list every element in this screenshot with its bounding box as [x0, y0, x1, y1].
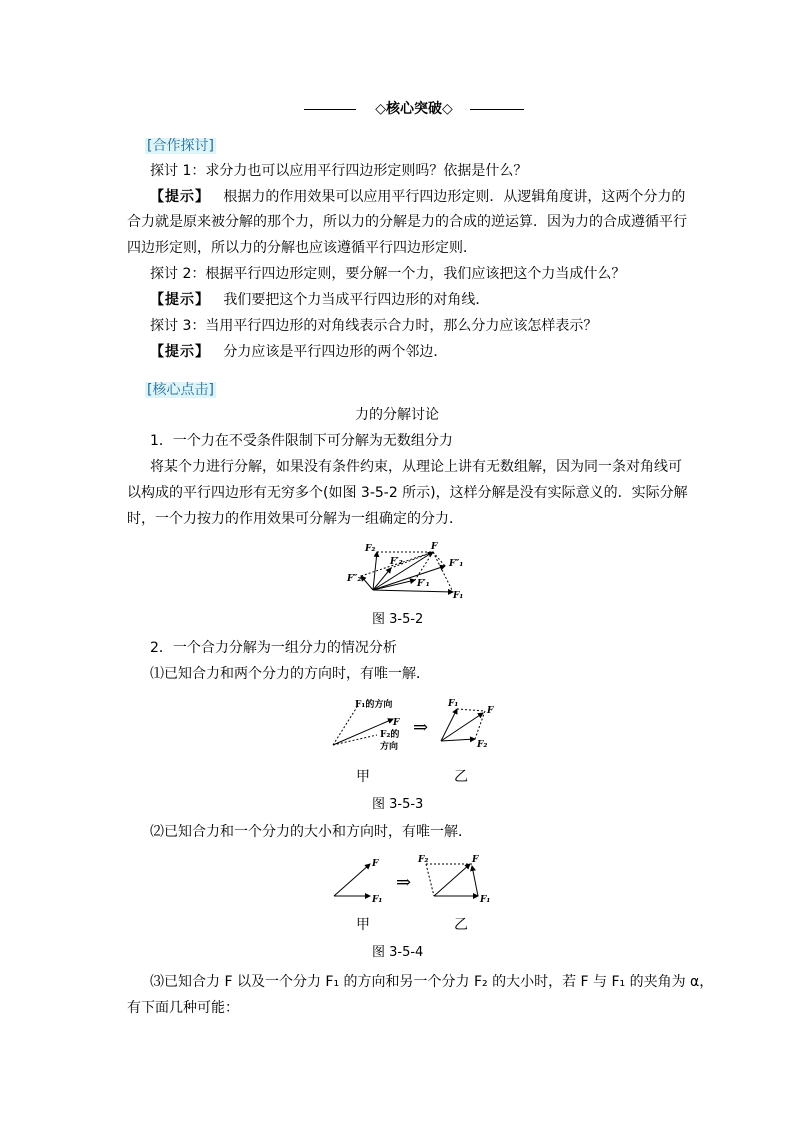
- figure-3-5-4-yi: 乙: [454, 917, 468, 933]
- item2-case2: ⑵已知合力和一个分力的大小和方向时，有唯一解．: [150, 824, 472, 840]
- figure-3-5-2: [345, 540, 475, 602]
- force-F-result-arrow: [434, 864, 470, 896]
- case3-line-1: ⑶已知合力 F 以及一个分力 F₁ 的方向和另一个分力 F₂ 的大小时，若 F 与 F₁ 的夹角为 α，: [150, 974, 714, 990]
- label-F1: F₁: [448, 699, 459, 709]
- force-F2-arrow: [441, 739, 475, 741]
- diamond-right-icon: ◇: [442, 101, 453, 117]
- implies-arrow-icon: ⇒: [413, 717, 429, 738]
- item1-line-3: 时，一个力按力的作用效果可分解为一组确定的分力．: [127, 511, 463, 527]
- label-F1pp: F″₁: [449, 559, 464, 569]
- hint-label: 【提示】: [150, 344, 210, 360]
- figure-3-5-3-caption: 图 3-5-3: [372, 797, 424, 812]
- figure-3-5-4-caption: 图 3-5-4: [372, 945, 424, 960]
- tag-cooperate-text: [合作探讨]: [147, 138, 214, 154]
- force-F-result-arrow: [441, 713, 483, 741]
- label-F2p: F′₂: [390, 557, 403, 567]
- F2-direction-line: [333, 735, 377, 745]
- tag-cooperate: [145, 136, 216, 156]
- item1-line-2: 以构成的平行四边形有无穷多个(如图 3-5-2 所示)，这样分解是没有实际意义的．实际分解: [127, 485, 688, 501]
- label-F1: F₁: [372, 895, 383, 905]
- force-F1p-arrow: [373, 580, 415, 590]
- label-F2-direction-b: 方向: [380, 742, 399, 752]
- hint-label: 【提示】: [150, 292, 210, 308]
- discussion-1-question: 探讨 1：求分力也可以应用平行四边形定则吗？依据是什么？: [150, 163, 528, 179]
- answer-text: 分力应该是平行四边形的两个邻边．: [223, 344, 448, 360]
- implies-arrow-icon: ⇒: [396, 872, 412, 893]
- item2-case1: ⑴已知合力和两个分力的方向时，有唯一解．: [150, 666, 430, 682]
- heading-text: 核心突破: [386, 101, 442, 117]
- core-title: 力的分解讨论: [355, 407, 439, 423]
- label-F-result: F: [472, 855, 479, 865]
- figure-3-5-4: [330, 850, 500, 908]
- item2-title: 2．一个合力分解为一组分力的情况分析: [150, 640, 397, 656]
- label-F2: F₂: [365, 544, 376, 554]
- discussion-2-question: 探讨 2：根据平行四边形定则，要分解一个力，我们应该把这个力当成什么？: [150, 266, 626, 282]
- label-F2pp: F″₂: [347, 574, 362, 584]
- label-F-result: F: [487, 706, 494, 716]
- discussion-3-answer: [150, 342, 447, 362]
- discussion-3-question: 探讨 3：当用平行四边形的对角线表示合力时，那么分力应该怎样表示？: [150, 318, 598, 334]
- tag-core: [145, 380, 216, 400]
- hint-label: 【提示】: [150, 189, 210, 205]
- label-F2-direction-a: F₂的: [380, 730, 400, 740]
- discussion-2-answer: [150, 290, 489, 310]
- item1-line-1: 将某个力进行分解，如果没有条件约束，从理论上讲有无数组解，因为同一条对角线可: [150, 459, 682, 475]
- figure-3-5-3-jia: 甲: [356, 769, 370, 785]
- figure-3-5-2-caption: 图 3-5-2: [372, 612, 424, 627]
- figure-3-5-3: [325, 695, 505, 757]
- label-F1-direction: F₁的方向: [355, 700, 393, 710]
- force-F2pp-arrow: [361, 576, 373, 590]
- heading-rule-left: [304, 109, 356, 110]
- label-F2: F₂: [477, 740, 488, 750]
- force-F1pp-arrow: [373, 566, 445, 590]
- force-F1-arrow: [373, 590, 453, 592]
- tag-core-text: [核心点击]: [147, 382, 214, 398]
- section-title: [364, 99, 464, 119]
- case3-line-2: 有下面几种可能：: [127, 1000, 239, 1016]
- label-F1: F₁: [453, 591, 464, 601]
- force-F-arrow: [334, 864, 370, 896]
- label-F1-result: F₁: [480, 895, 491, 905]
- force-F2-arrow: [472, 866, 478, 896]
- item1-title: 1．一个力在不受条件限制下可分解为无数组分力: [150, 433, 453, 449]
- discussion-1-answer-line-3: 四边形定则，所以力的分解也应该遵循平行四边形定则．: [127, 240, 477, 256]
- figure-3-5-4-jia: 甲: [356, 917, 370, 933]
- answer-text: 我们要把这个力当成平行四边形的对角线．: [223, 292, 490, 308]
- label-F: F: [431, 542, 438, 552]
- discussion-1-answer-line-2: 合力就是原来被分解的那个力，所以力的分解是力的合成的逆运算．因为力的合成遵循平行: [127, 214, 687, 230]
- label-F1p: F′₁: [417, 579, 430, 589]
- label-F2: F₂: [418, 855, 429, 865]
- answer-text: 根据力的作用效果可以应用平行四边形定则．从逻辑角度讲，这两个分力的: [223, 189, 686, 205]
- label-F: F: [372, 859, 379, 869]
- diamond-left-icon: ◇: [375, 101, 386, 117]
- discussion-1-answer-line-1: [150, 187, 685, 207]
- label-F: F: [393, 718, 400, 728]
- heading-rule-right: [470, 109, 524, 110]
- figure-3-5-3-yi: 乙: [454, 769, 468, 785]
